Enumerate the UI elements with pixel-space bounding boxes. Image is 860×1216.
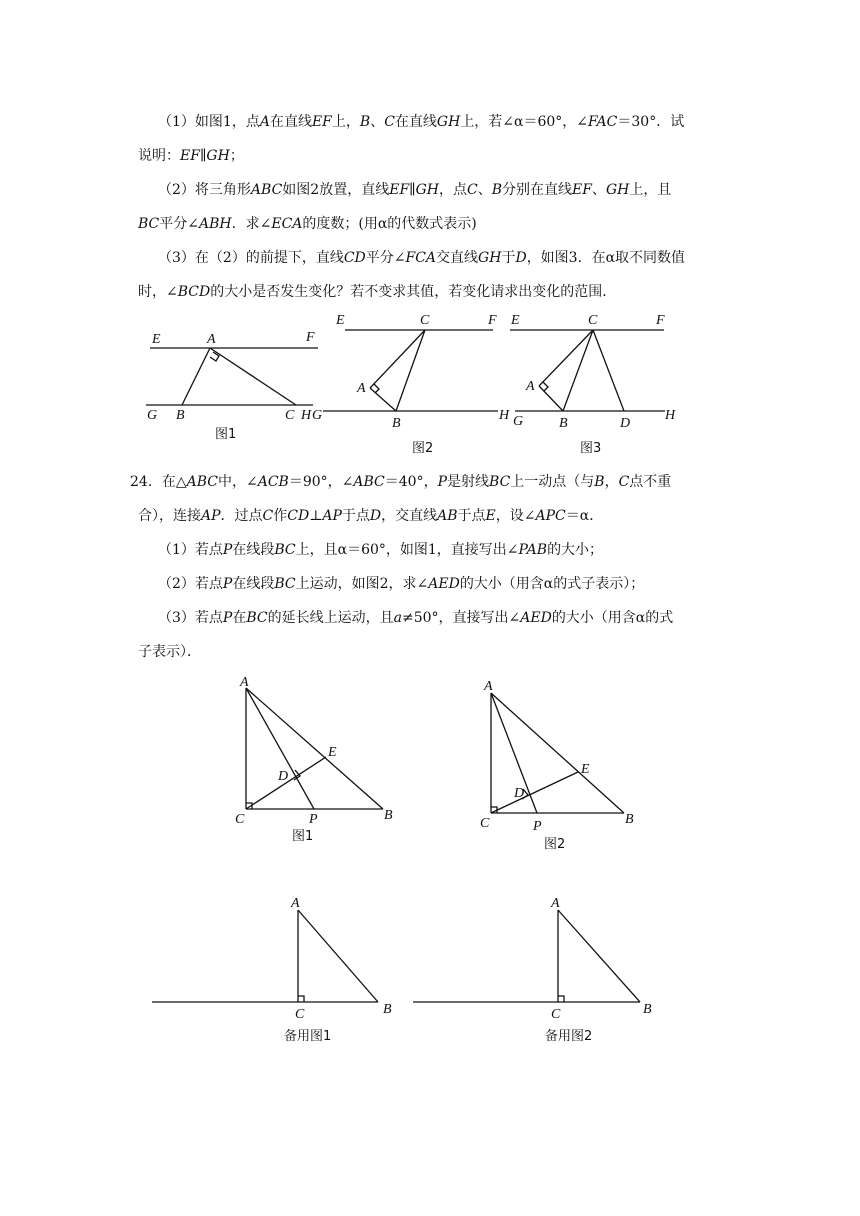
label-d: D xyxy=(514,786,525,801)
q24-part2: （2）若点P在线段BC上运动，如图2，求∠AED的大小（用含α的式子表示）； xyxy=(158,576,645,592)
segment-ca xyxy=(539,330,593,386)
label-f: F xyxy=(488,313,497,328)
label-b: B xyxy=(643,1002,652,1017)
label-f: F xyxy=(656,313,665,328)
q23-part3-line2: 时，∠BCD的大小是否发生变化？若不变求其值，若变化请求出变化的范围． xyxy=(138,284,617,300)
label-g: G xyxy=(513,414,524,429)
q24-part3-line2: 子表示）． xyxy=(138,644,201,660)
q23-figure-2 xyxy=(312,313,510,456)
label-a: A xyxy=(240,675,249,690)
segment-ab xyxy=(370,388,396,411)
q24-line2: 合），连接AP．过点C作CD⊥AP于点D，交直线AB于点E，设∠APC＝α． xyxy=(138,508,604,524)
label-d: D xyxy=(278,769,289,784)
label-a: A xyxy=(357,381,366,396)
label-g: G xyxy=(147,408,158,423)
segment-ap xyxy=(246,688,314,809)
q24-spare-figure-1 xyxy=(152,896,392,1044)
q24-part3-line1: （3）若点P在BC的延长线上运动，且a≠50°，直接写出∠AED的大小（用含α的式 xyxy=(158,610,674,626)
label-b: B xyxy=(625,812,634,827)
q23-part3-line1: （3）在（2）的前提下，直线CD平分∠FCA交直线GH于D，如图3．在α取不同数值 xyxy=(158,250,686,266)
label-c: C xyxy=(285,408,295,423)
label-h: H xyxy=(665,408,676,423)
label-e: E xyxy=(511,313,520,328)
segment-cb xyxy=(396,330,425,411)
label-b: B xyxy=(176,408,185,423)
label-e: E xyxy=(328,745,337,760)
label-f: F xyxy=(306,330,315,345)
label-a: A xyxy=(484,679,493,694)
caption-fig2: 图2 xyxy=(412,441,434,456)
caption-spare2: 备用图2 xyxy=(545,1029,593,1044)
q24-figure-2 xyxy=(480,679,634,852)
segment-ab xyxy=(558,910,640,1002)
label-c: C xyxy=(551,1007,561,1022)
q24-spare-figure-2 xyxy=(413,896,652,1044)
segment-ab xyxy=(539,386,563,411)
label-p: P xyxy=(533,819,542,834)
segment-ac xyxy=(210,348,296,405)
q24-part1: （1）若点P在线段BC上，且α＝60°，如图1，直接写出∠PAB的大小； xyxy=(158,542,604,558)
label-c: C xyxy=(420,313,430,328)
q23-figure-1 xyxy=(146,330,318,442)
label-a: A xyxy=(207,332,216,347)
label-c: C xyxy=(480,816,490,831)
label-a: A xyxy=(526,379,535,394)
label-h: H xyxy=(499,408,510,423)
caption-q24-fig1: 图1 xyxy=(292,829,314,844)
caption-fig3: 图3 xyxy=(580,441,602,456)
q23-part2-line2: BC平分∠ABH．求∠ECA的度数；(用α的代数式表示) xyxy=(138,216,477,232)
q24-line1: 24．在△ABC中，∠ACB＝90°，∠ABC＝40°，P是射线BC上一动点（与B，C点不重 xyxy=(130,474,672,490)
right-angle-mark xyxy=(543,382,548,391)
label-e: E xyxy=(152,332,161,347)
right-angle-mark-c xyxy=(298,996,304,1002)
q23-part1-line1: （1）如图1，点A在直线EF上，B、C在直线GH上，若∠α＝60°，∠FAC＝30°．试 xyxy=(158,114,685,130)
label-p: P xyxy=(309,812,318,827)
caption-q24-fig2: 图2 xyxy=(544,837,566,852)
label-c: C xyxy=(295,1007,305,1022)
q23-figure-3 xyxy=(510,313,676,456)
label-a: A xyxy=(551,896,560,911)
segment-ca xyxy=(370,330,425,388)
caption-fig1: 图1 xyxy=(215,427,237,442)
caption-spare1: 备用图1 xyxy=(284,1029,332,1044)
label-b: B xyxy=(384,808,393,823)
segment-cd xyxy=(593,330,624,411)
segment-cb xyxy=(563,330,593,411)
segment-ab xyxy=(246,688,383,809)
segment-ab xyxy=(182,348,210,405)
label-c: C xyxy=(235,812,245,827)
q24-figure-1 xyxy=(235,675,393,844)
label-e: E xyxy=(336,313,345,328)
right-angle-mark-c xyxy=(558,996,564,1002)
label-g: G xyxy=(312,408,323,423)
label-c: C xyxy=(588,313,598,328)
label-b: B xyxy=(392,416,401,431)
label-b: B xyxy=(559,416,568,431)
label-a: A xyxy=(291,896,300,911)
label-h: H xyxy=(301,408,312,423)
segment-ab xyxy=(491,693,624,813)
label-b: B xyxy=(383,1002,392,1017)
label-e: E xyxy=(581,762,590,777)
segment-ab xyxy=(298,910,378,1002)
q23-part2-line1: （2）将三角形ABC如图2放置，直线EF∥GH，点C、B分别在直线EF、GH上，且 xyxy=(158,182,672,198)
label-d: D xyxy=(620,416,631,431)
q23-part1-line2: 说明：EF∥GH； xyxy=(138,148,244,164)
